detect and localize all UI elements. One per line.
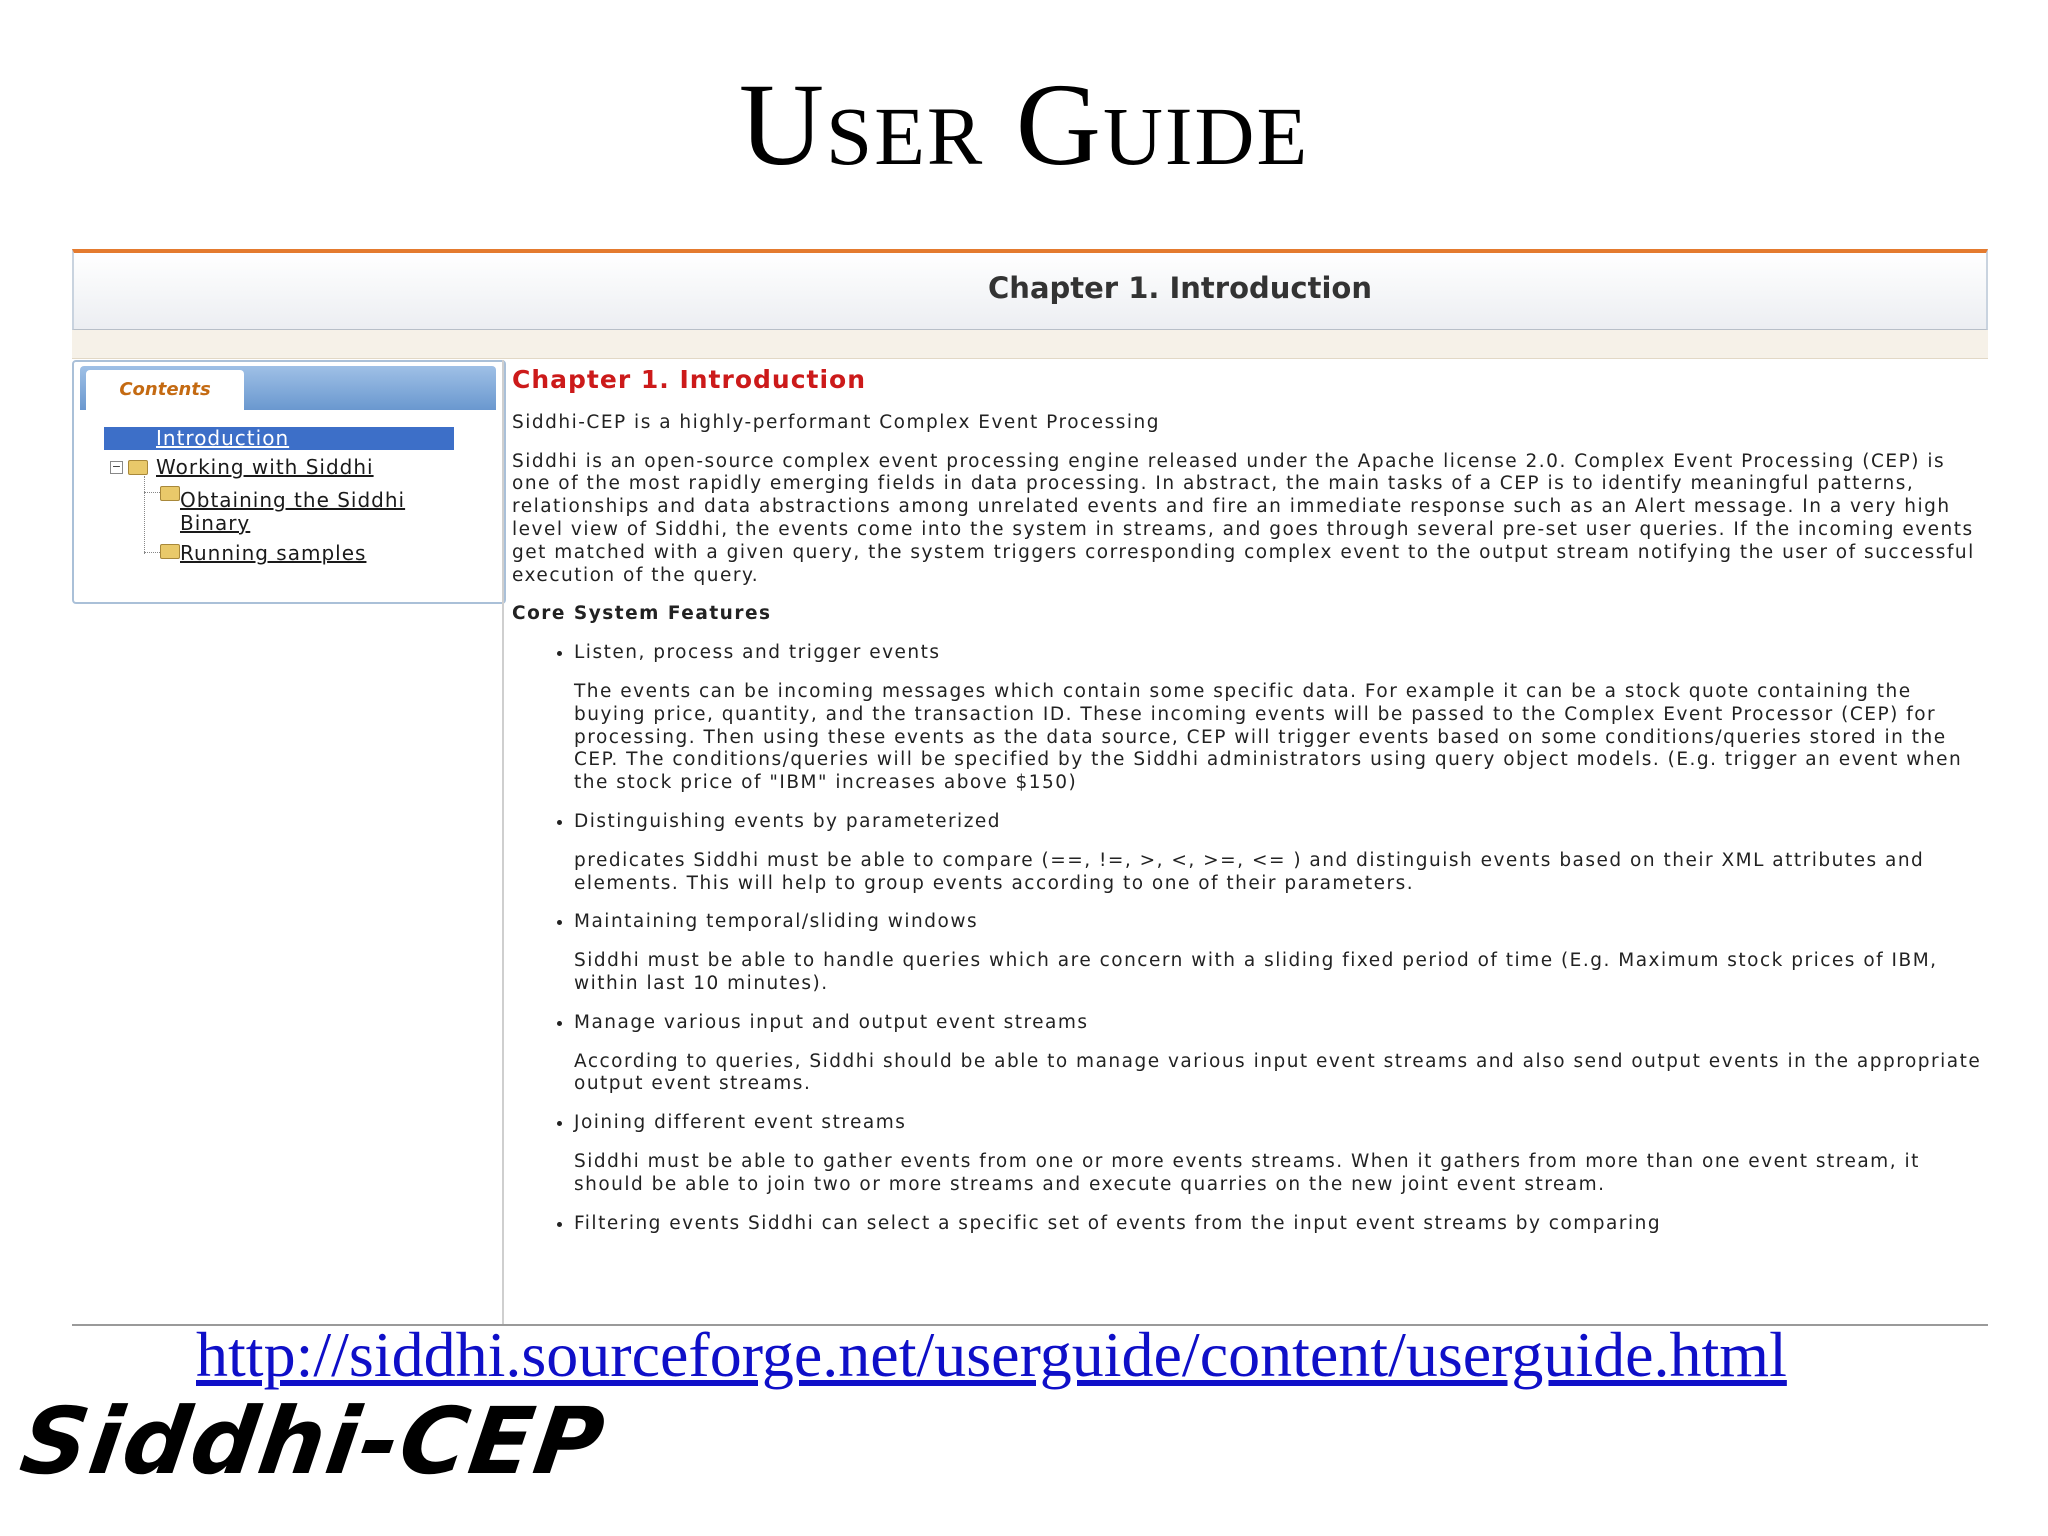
header-strip — [72, 330, 1988, 359]
browser-screenshot — [72, 249, 1988, 1325]
toc-item-working-with-siddhi[interactable]: Working with Siddhi — [156, 455, 374, 479]
content-heading: Chapter 1. Introduction — [512, 365, 867, 394]
toc-item-obtaining-binary-line2[interactable]: Binary — [180, 511, 251, 535]
features-list — [512, 1112, 1982, 1135]
feature-desc: According to queries, Siddhi should be able to manage various input event streams and also send output events in the appropriate output event streams. — [574, 1050, 1982, 1095]
feature-title: • Listen, process and trigger events — [574, 642, 1982, 665]
intro-text: Siddhi-CEP is a highly-performant Complex Event Processing — [512, 411, 1160, 433]
feature-desc: The events can be incoming messages which contain some specific data. For example it can be a stock quote containing the buying price, quantity, and the transaction ID. These incoming events will be passed to the Complex Event Processor (CEP) for processing. Then using these events as the data source, CEP will trigger events based on some conditions/queries stored in the CEP. The conditions/queries will be specified by the Siddhi administrators using query object models. (E.g. trigger an event when the stock price of "IBM" increases above $150) — [574, 680, 1963, 794]
features-list — [512, 911, 1982, 934]
slide-title: User Guide — [738, 59, 1310, 190]
toc-item-running-samples[interactable]: Running samples — [180, 541, 367, 565]
content-pane — [512, 361, 1982, 1251]
tree-connector — [144, 476, 145, 554]
feature-desc: predicates Siddhi must be able to compare (==, !=, >, <, >=, <= ) and distinguish events based on their XML attributes and elements. This will help to group events according to one of their parameters. — [574, 849, 1925, 894]
page-header — [72, 249, 1988, 330]
intro-paragraph: Siddhi is an open-source complex event processing engine released under the Apache license 2.0. Complex Event Processing (CEP) is one of the most rapidly emerging fields in data processing. In abstract, the main tasks of a CEP is to identify meaningful patterns, relationships and data abstractions among unrelated events and fire an immediate response such as an Alert message. In a very high level view of Siddhi, the events come into the system in streams, and goes through several pre-set user queries. If the incoming events get matched with a given query, the system triggers corresponding complex event to the output stream notifying the user of successful execution of the query. — [512, 450, 1975, 586]
features-list — [512, 811, 1982, 834]
features-list — [512, 642, 1982, 665]
tab-contents[interactable]: Contents — [86, 370, 244, 410]
collapse-icon: − — [111, 460, 122, 473]
feature-desc: Siddhi must be able to handle queries which are concern with a sliding fixed period of time (E.g. Maximum stock prices of IBM, within last 10 minutes). — [574, 950, 1938, 994]
tree-connector — [144, 552, 160, 553]
userguide-link[interactable]: http://siddhi.sourceforge.net/userguide/content/userguide.html — [196, 1319, 1787, 1390]
feature-title: • Joining different event streams — [574, 1112, 1982, 1135]
folder-icon — [128, 460, 148, 475]
page-icon — [160, 544, 180, 559]
toc-item-obtaining-binary-line1[interactable]: Obtaining the Siddhi — [180, 488, 406, 512]
feature-title: • Distinguishing events by parameterized — [574, 811, 1982, 834]
toc-item-introduction[interactable]: Introduction — [104, 427, 454, 450]
features-list — [512, 1213, 1982, 1236]
siddhi-logo: Siddhi-CEP — [14, 1388, 613, 1495]
toc-panel — [72, 360, 506, 604]
feature-title: • Filtering events Siddhi can select a specific set of events from the input event streams by comparing — [574, 1213, 1982, 1236]
feature-title: • Maintaining temporal/sliding windows — [574, 911, 1982, 934]
tree-connector — [144, 492, 160, 493]
feature-title: • Manage various input and output event streams — [574, 1012, 1982, 1035]
toc-tabbar — [80, 366, 496, 410]
pane-divider[interactable] — [502, 360, 504, 1325]
feature-desc: Siddhi must be able to gather events from one or more events streams. When it gathers from more than one event stream, it should be able to join two or more streams and execute quarries on the new joint event stream. — [574, 1150, 1920, 1195]
features-list — [512, 1012, 1982, 1035]
page-header-title: Chapter 1. Introduction — [988, 271, 1372, 305]
features-heading: Core System Features — [512, 603, 772, 625]
page-icon — [160, 486, 180, 501]
